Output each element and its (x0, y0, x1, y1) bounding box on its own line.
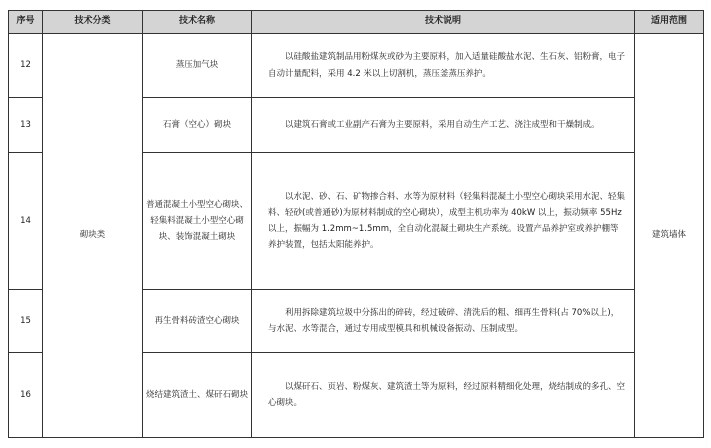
technology-name: 再生骨料砖渣空心砌块 (143, 290, 252, 353)
header-name: 技术名称 (143, 11, 252, 34)
header-category: 技术分类 (43, 11, 143, 34)
technology-name: 烧结建筑渣土、煤矸石砌块 (143, 353, 252, 438)
technology-description: 以建筑石膏或工业副产石膏为主要原料，采用自动生产工艺、浇注成型和干燥制成。 (252, 98, 635, 153)
header-scope: 适用范围 (635, 11, 704, 34)
technology-description: 以硅酸盐建筑制品用粉煤灰或砂为主要原料，加入适量硅酸盐水泥、生石灰、铝粉膏，电子自动计量配料，采用 4.2 米以上切割机，蒸压釜蒸压养护。 (252, 34, 635, 98)
technology-description: 以水泥、砂、石、矿物掺合料、水等为原材料（轻集料混凝土小型空心砌块采用水泥、轻集料、轻砂(或普通砂)为原材料制成的空心砌块），成型主机功率为 40kW 以上，振动频率 55Hz 以上，振幅为 1.2mm~1.5mm，全自动化混凝土砌块生产系统。设置产品养护室或养护棚等养护装置，包括太阳能养护。 (252, 153, 635, 290)
category-cell: 砌块类 (43, 34, 143, 438)
technology-name: 普通混凝土小型空心砌块、 轻集料混凝土小型空心砌 块、装饰混凝土砌块 (143, 153, 252, 290)
row-number: 13 (9, 98, 43, 153)
technology-description: 利用拆除建筑垃圾中分拣出的碎砖，经过破碎、清洗后的粗、细再生骨料(占 70%以上)，与水泥、水等混合，通过专用成型模具和机械设备振动、压制成型。 (252, 290, 635, 353)
technology-name: 蒸压加气块 (143, 34, 252, 98)
scope-cell: 建筑墙体 (635, 34, 704, 438)
row-number: 14 (9, 153, 43, 290)
technology-description: 以煤矸石、页岩、粉煤灰、建筑渣土等为原料，经过原料精细化处理，烧结制成的多孔、空心砌块。 (252, 353, 635, 438)
row-number: 15 (9, 290, 43, 353)
row-number: 12 (9, 34, 43, 98)
row-number: 16 (9, 353, 43, 438)
header-description: 技术说明 (252, 11, 635, 34)
technology-name: 石膏（空心）砌块 (143, 98, 252, 153)
header-row (9, 11, 704, 34)
table-row (9, 34, 704, 98)
header-no: 序号 (9, 11, 43, 34)
technology-table (8, 10, 704, 438)
